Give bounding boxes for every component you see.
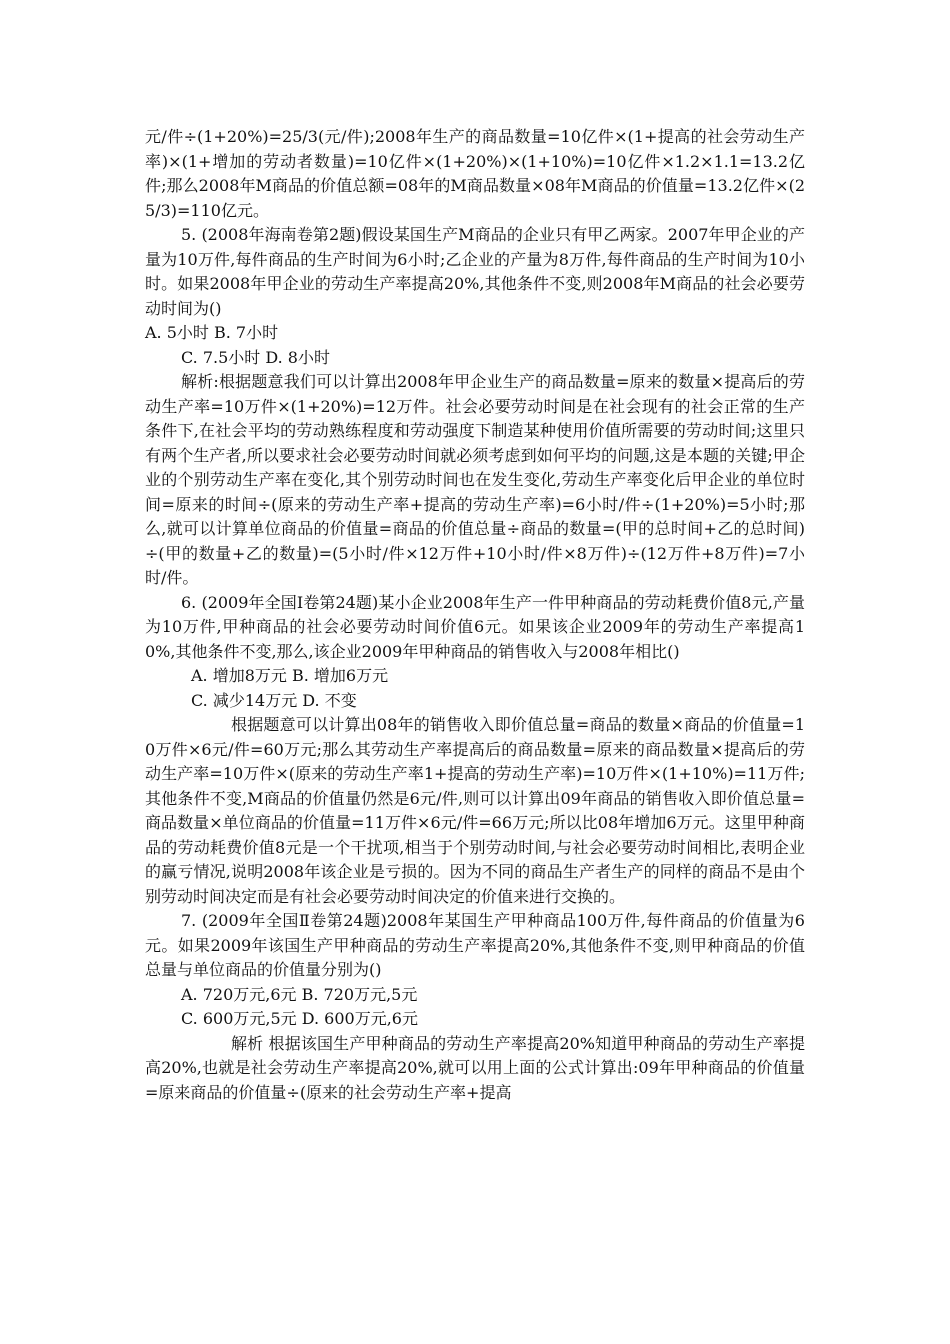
question-6-options-cd: C. 减少14万元 D. 不变 — [191, 690, 357, 710]
question-5: 5. (2008年海南卷第2题)假设某国生产M商品的企业只有甲乙两家。2007年甲企业的产量为10万件,每件商品的生产时间为6小时;乙企业的产量为8万件,每件商品的生产时间为10小时。如果2008年甲企业的劳动生产率提高20%,其他条件不变,则2008年M商品的社会必要劳动时间为() — [145, 225, 805, 318]
question-5-analysis: 解析:根据题意我们可以计算出2008年甲企业生产的商品数量=原来的数量×提高后的劳动生产率=10万件×(1+20%)=12万件。社会必要劳动时间是在社会现有的社会正常的生产条件下,在社会平均的劳动熟练程度和劳动强度下制造某种使用价值所需要的劳动时间;这里只有两个生产者,所以要求社会必要劳动时间就必须考虑到如何平均的问题,这是本题的关键;甲企业的个别劳动生产率在变化,其个别劳动时间也在发生变化,劳动生产率变化后甲企业的单位时间=原来的时间÷(原来的劳动生产率+提高的劳动生产率)=6小时/件÷(1+20%)=5小时;那么,就可以计算单位商品的价值量=商品的价值总量÷商品的数量=(甲的总时间+乙的总时间)÷(甲的数量+乙的数量)=(5小时/件×12万件+10小时/件×8万件)÷(12万件+8万件)=7小时/件。 — [145, 372, 805, 587]
question-7-options-ab: A. 720万元,6元 B. 720万元,5元 — [181, 984, 418, 1004]
question-6: 6. (2009年全国Ⅰ卷第24题)某小企业2008年生产一件甲种商品的劳动耗费价值8元,产量为10万件,甲种商品的社会必要劳动时间价值6元。如果该企业2009年的劳动生产率提高10%,其他条件不变,那么,该企业2009年甲种商品的销售收入与2008年相比() — [145, 592, 805, 661]
question-5-options-ab: A. 5小时 B. 7小时 — [145, 323, 279, 342]
question-7: 7. (2009年全国Ⅱ卷第24题)2008年某国生产甲种商品100万件,每件商品的价值量为6元。如果2009年该国生产甲种商品的劳动生产率提高20%,其他条件不变,则甲种商品的价值总量与单位商品的价值量分别为() — [145, 911, 805, 979]
question-6-options-ab: A. 增加8万元 B. 增加6万元 — [191, 666, 389, 685]
question-7-analysis: 解析 根据该国生产甲种商品的劳动生产率提高20%知道甲种商品的劳动生产率提高20%,也就是社会劳动生产率提高20%,就可以用上面的公式计算出:09年甲种商品的价值量=原来商品的价值量÷(原来的社会劳动生产率+提高 — [145, 1033, 805, 1102]
question-7-options-cd: C. 600万元,5元 D. 600万元,6元 — [181, 1009, 418, 1028]
paragraph-intro-continuation: 元/件÷(1+20%)=25/3(元/件);2008年生产的商品数量=10亿件×(1+提高的社会劳动生产率)×(1+增加的劳动者数量)=10亿件×(1+20%)×(1+10%)=10亿件×1.2×1.1=13.2亿件;那么2008年M商品的价值总额=08年的M商品数量×08年M商品的价值量=13.2亿件×(25/3)=110亿元。 — [145, 127, 805, 220]
document-body — [145, 125, 805, 1105]
question-5-options-cd: C. 7.5小时 D. 8小时 — [181, 347, 330, 367]
question-6-analysis: 根据题意可以计算出08年的销售收入即价值总量=商品的数量×商品的价值量=10万件×6元/件=60万元;那么其劳动生产率提高后的商品数量=原来的商品数量×提高后的劳动生产率=10万件×(原来的劳动生产率1+提高的劳动生产率)=10万件×(1+10%)=11万件;其他条件不变,M商品的价值量仍然是6元/件,则可以计算出09年商品的销售收入即价值总量=商品数量×单位商品的价值量=11万件×6元/件=66万元;所以比08年增加6万元。这里甲种商品的劳动耗费价值8元是一个干扰项,相当于个别劳动时间,与社会必要劳动时间相比,表明企业的赢亏情况,说明2008年该企业是亏损的。因为不同的商品生产者生产的同样的商品不是由个别劳动时间决定而是有社会必要劳动时间决定的价值来进行交换的。 — [145, 715, 805, 906]
